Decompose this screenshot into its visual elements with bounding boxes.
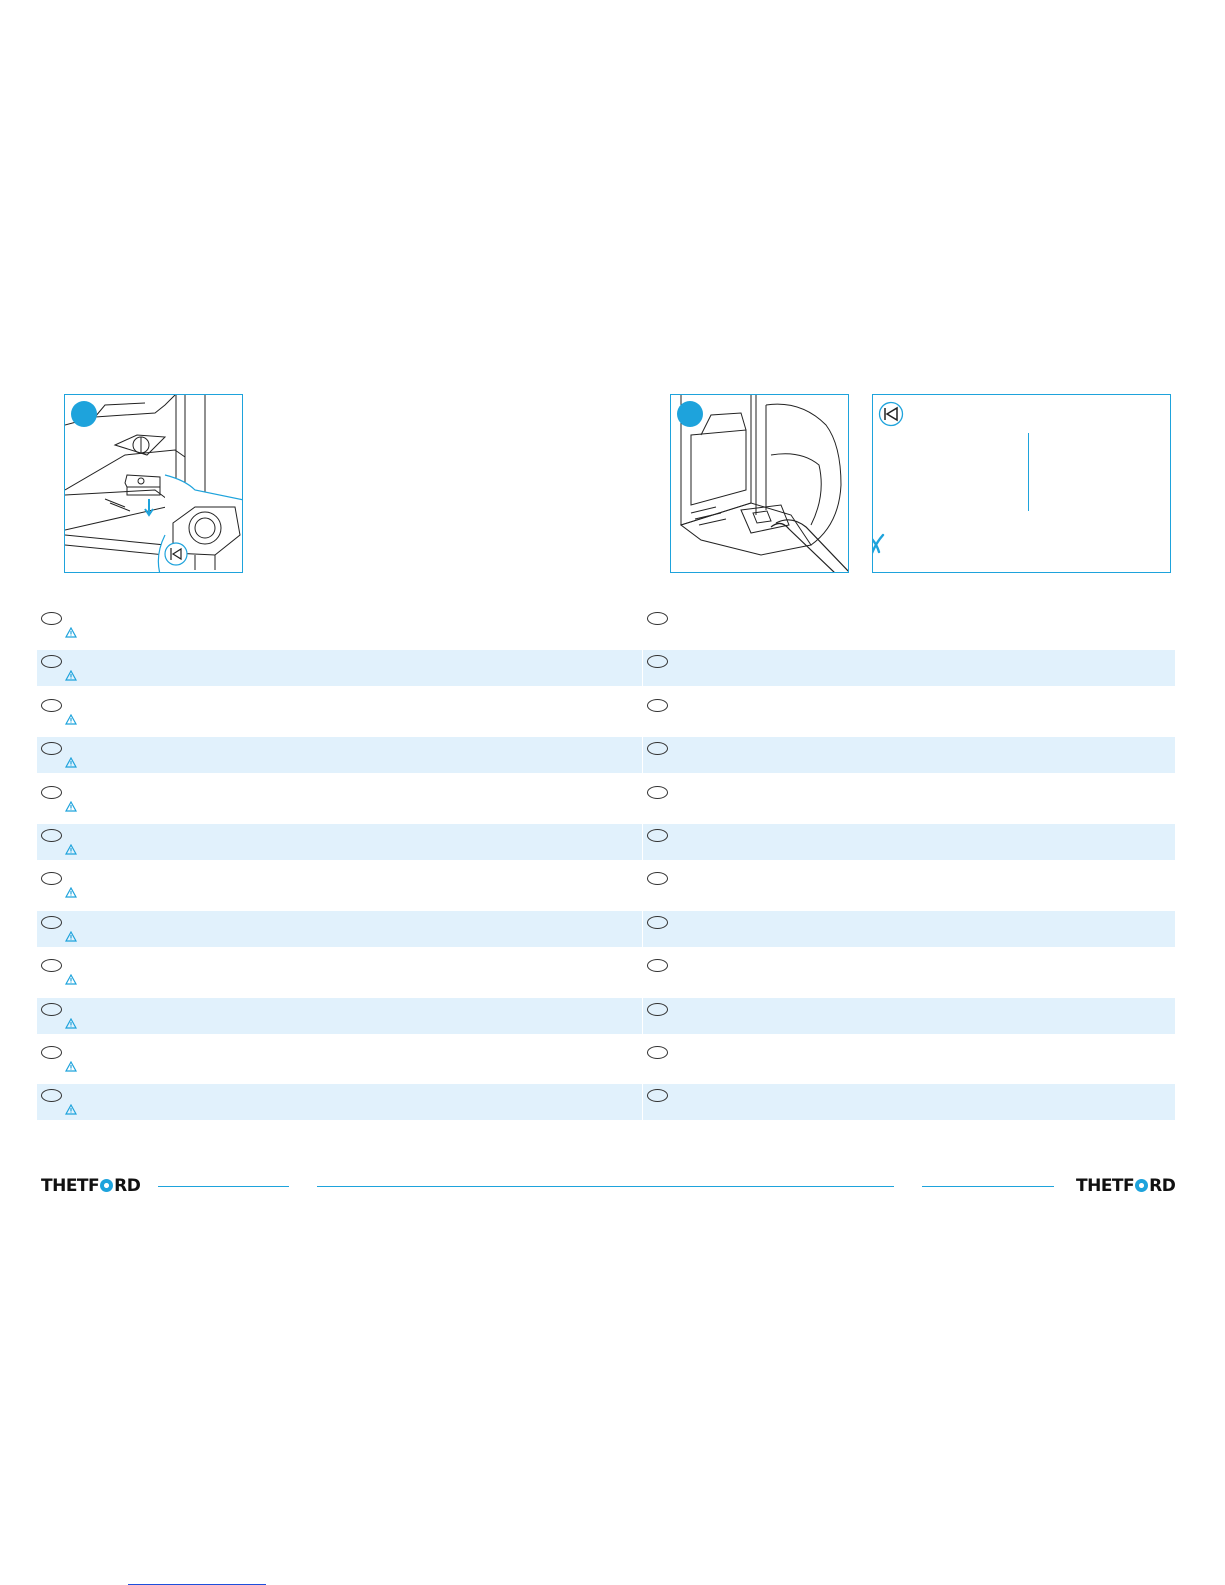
warning-triangle-icon [65, 974, 77, 985]
step-marker-icon [677, 401, 703, 427]
oval-icon [647, 1089, 668, 1102]
oval-icon [647, 1003, 668, 1016]
cross-mark-icon [872, 533, 885, 555]
warning-triangle-icon [65, 844, 77, 855]
language-row [37, 737, 642, 773]
oval-icon [41, 872, 62, 885]
language-row [643, 607, 1175, 643]
language-row [643, 650, 1175, 686]
note-divider [1028, 433, 1029, 511]
language-row [643, 998, 1175, 1034]
oval-icon [41, 829, 62, 842]
oval-icon [41, 655, 62, 668]
triangle-bar-icon [878, 401, 904, 427]
oval-icon [41, 742, 62, 755]
language-row [37, 1041, 642, 1077]
oval-icon [647, 959, 668, 972]
language-row [37, 998, 642, 1034]
oval-icon [41, 1046, 62, 1059]
oval-icon [647, 1046, 668, 1059]
thetford-logo-right: THETF RD [1076, 1176, 1176, 1196]
warning-triangle-icon [65, 757, 77, 768]
warning-triangle-icon [65, 1061, 77, 1072]
language-row [37, 694, 642, 730]
oval-icon [41, 916, 62, 929]
footer-rule [922, 1186, 1054, 1187]
oval-icon [647, 699, 668, 712]
illustration-left-frame [64, 394, 243, 573]
language-row [643, 824, 1175, 860]
oval-icon [41, 959, 62, 972]
language-row [643, 954, 1175, 990]
warning-triangle-icon [65, 1018, 77, 1029]
oval-icon [647, 655, 668, 668]
warning-triangle-icon [65, 931, 77, 942]
footer-rule [317, 1186, 894, 1187]
step-marker-icon [71, 401, 97, 427]
warning-triangle-icon [65, 670, 77, 681]
oval-icon [41, 1003, 62, 1016]
warning-triangle-icon [65, 887, 77, 898]
language-row [37, 650, 642, 686]
oval-icon [647, 742, 668, 755]
oval-icon [647, 872, 668, 885]
oval-icon [41, 699, 62, 712]
note-box [872, 394, 1171, 573]
language-row [37, 954, 642, 990]
oval-icon [647, 829, 668, 842]
oval-icon [41, 1089, 62, 1102]
oval-icon [647, 916, 668, 929]
oval-icon [647, 786, 668, 799]
warning-triangle-icon [65, 801, 77, 812]
language-row [37, 607, 642, 643]
language-row [643, 911, 1175, 947]
warning-triangle-icon [65, 627, 77, 638]
language-row [643, 1084, 1175, 1120]
language-row [643, 781, 1175, 817]
language-row [643, 737, 1175, 773]
thetford-logo-left: THETF RD [41, 1176, 141, 1196]
warning-triangle-icon [65, 714, 77, 725]
oval-icon [41, 786, 62, 799]
language-row [37, 867, 642, 903]
footer-rule [158, 1186, 289, 1187]
language-row [37, 781, 642, 817]
illustration-right-frame [670, 394, 849, 573]
language-row [37, 824, 642, 860]
language-row [37, 1084, 642, 1120]
language-row [643, 867, 1175, 903]
oval-icon [647, 612, 668, 625]
oval-icon [41, 612, 62, 625]
warning-triangle-icon [65, 1104, 77, 1115]
language-row [37, 911, 642, 947]
language-row [643, 1041, 1175, 1077]
language-row [643, 694, 1175, 730]
